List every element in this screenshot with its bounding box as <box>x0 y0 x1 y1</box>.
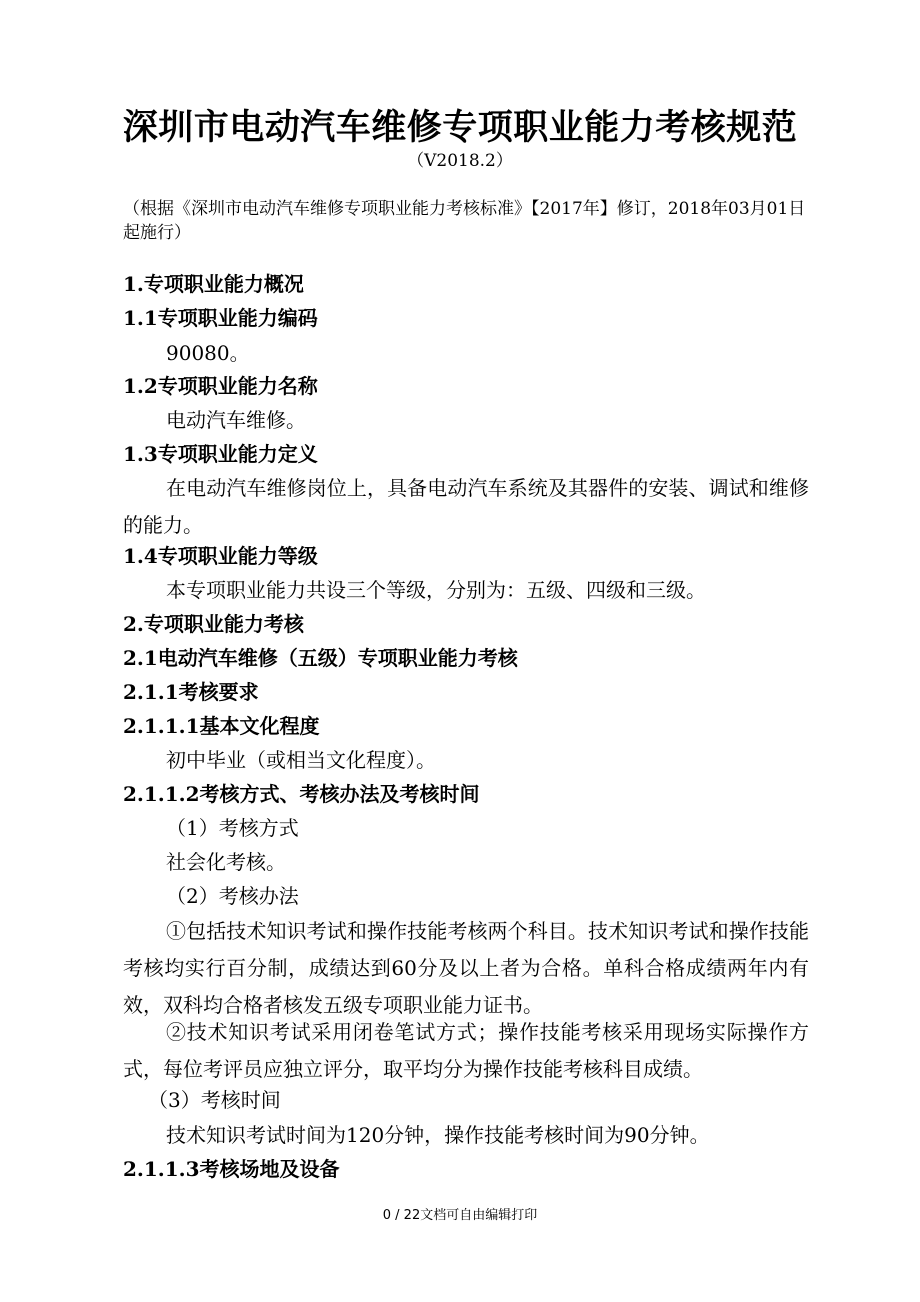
document-title: 深圳市电动汽车维修专项职业能力考核规范 <box>122 107 798 148</box>
ability-code: 90080。 <box>166 341 250 365</box>
time-text: 技术知识考试时间为120分钟，操作技能考核时间为90分钟。 <box>166 1123 710 1147</box>
ability-name: 电动汽车维修。 <box>166 408 306 432</box>
method-text: 社会化考核。 <box>166 850 286 874</box>
method-label: （1）考核方式 <box>166 816 299 840</box>
heading-1-4: 1.4专项职业能力等级 <box>123 544 318 568</box>
revision-note: （根据《深圳市电动汽车维修专项职业能力考核标准》【2017年】修订，2018年03月01日起施行） <box>123 199 806 243</box>
page-footer: 0 / 22文档可自由编辑打印 <box>382 1208 538 1223</box>
heading-2-1-1-3: 2.1.1.3考核场地及设备 <box>123 1157 340 1181</box>
heading-2-1-1-1: 2.1.1.1基本文化程度 <box>123 714 320 738</box>
ability-levels: 本专项职业能力共设三个等级，分别为：五级、四级和三级。 <box>166 578 706 602</box>
document-version: （V2018.2） <box>407 151 513 171</box>
ability-definition: 在电动汽车维修岗位上，具备电动汽车系统及其器件的安装、调试和维修的能力。 <box>123 476 809 537</box>
time-label: （3）考核时间 <box>148 1088 281 1112</box>
heading-2-1-1-2: 2.1.1.2考核方式、考核办法及考核时间 <box>123 782 480 806</box>
heading-2-1: 2.1电动汽车维修（五级）专项职业能力考核 <box>123 646 518 670</box>
heading-1-2: 1.2专项职业能力名称 <box>123 374 318 398</box>
procedure-paragraph-2: ②技术知识考试采用闭卷笔试方式；操作技能考核采用现场实际操作方式，每位考评员应独立评分，取平均分为操作技能考核科目成绩。 <box>123 1020 809 1081</box>
heading-2: 2.专项职业能力考核 <box>123 612 304 636</box>
education-requirement: 初中毕业（或相当文化程度）。 <box>166 748 436 772</box>
procedure-paragraph-1: ①包括技术知识考试和操作技能考核两个科目。技术知识考试和操作技能考核均实行百分制，成绩达到60分及以上者为合格。单科合格成绩两年内有效，双科均合格者核发五级专项职业能力证书。 <box>123 919 809 1017</box>
heading-2-1-1: 2.1.1考核要求 <box>123 680 259 704</box>
heading-1-1: 1.1专项职业能力编码 <box>123 306 318 330</box>
heading-1-3: 1.3专项职业能力定义 <box>123 442 318 466</box>
heading-1: 1.专项职业能力概况 <box>123 272 304 296</box>
procedure-label: （2）考核办法 <box>166 884 299 908</box>
